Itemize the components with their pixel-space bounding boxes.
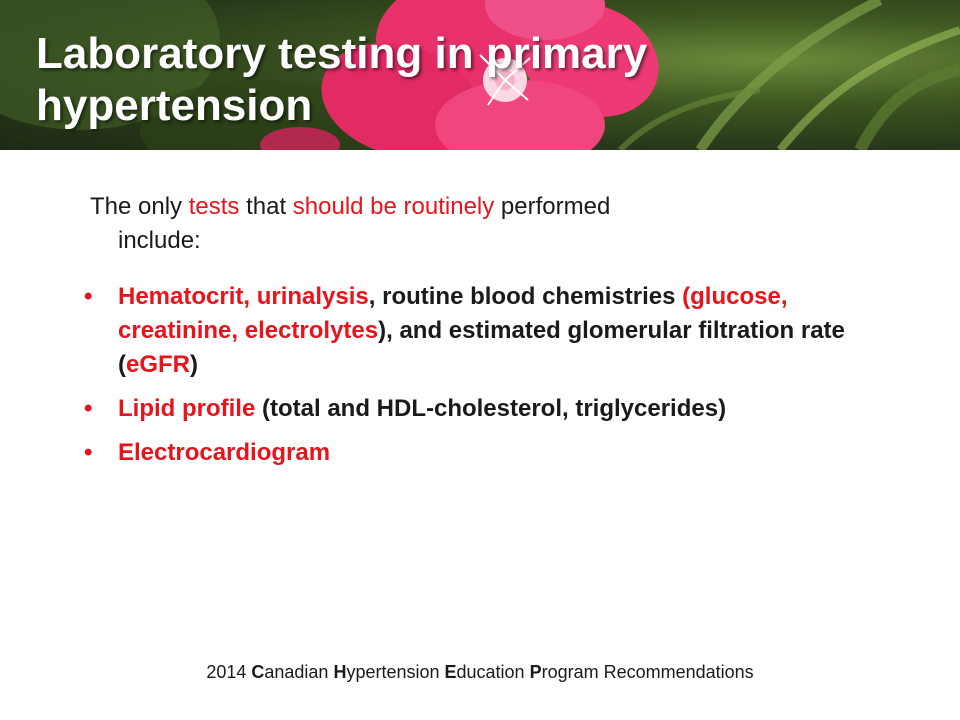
bullet-text: ), and estimated glomerular filtration rate ( bbox=[118, 317, 845, 378]
footer-initial: H bbox=[333, 662, 347, 682]
list-item bbox=[0, 280, 960, 382]
slide-footer bbox=[0, 662, 960, 683]
slide-title: Laboratory testing in primary hypertension bbox=[36, 29, 648, 130]
bullet-icon: • bbox=[84, 395, 93, 422]
bullet-text: ) bbox=[190, 351, 199, 378]
footer-text: rogram Recommendations bbox=[541, 662, 754, 682]
intro-text: The only bbox=[90, 193, 189, 220]
footer-text: ducation bbox=[456, 662, 530, 682]
bullet-icon: • bbox=[84, 283, 93, 310]
intro-tests-highlight: tests bbox=[188, 193, 240, 220]
bullet-highlight: Electrocardiogram bbox=[118, 439, 331, 466]
bullet-highlight: Hematocrit, urinalysis bbox=[118, 283, 369, 310]
intro-text: performed bbox=[494, 193, 611, 220]
bullet-highlight: eGFR bbox=[126, 351, 191, 378]
bullet-text: (total and HDL-cholesterol, triglycerides) bbox=[255, 395, 727, 422]
test-list bbox=[0, 280, 960, 480]
header-banner bbox=[0, 0, 960, 150]
intro-text: include: bbox=[118, 227, 201, 254]
intro-text: that bbox=[239, 193, 293, 220]
footer-initial: E bbox=[444, 662, 457, 682]
bullet-icon: • bbox=[84, 439, 93, 466]
list-item bbox=[0, 392, 960, 426]
intro-paragraph bbox=[90, 190, 890, 258]
footer-initial: C bbox=[251, 662, 265, 682]
bullet-text: , routine blood chemistries bbox=[368, 283, 683, 310]
footer-initial: P bbox=[529, 662, 542, 682]
bullet-highlight: (glucose, creatinine, electrolytes bbox=[118, 283, 788, 344]
list-item bbox=[0, 436, 960, 470]
bullet-highlight: Lipid profile bbox=[118, 395, 256, 422]
footer-text: 2014 bbox=[206, 662, 252, 682]
intro-routinely-highlight: should be routinely bbox=[292, 193, 495, 220]
footer-text: anadian bbox=[264, 662, 334, 682]
footer-text: ypertension bbox=[346, 662, 445, 682]
